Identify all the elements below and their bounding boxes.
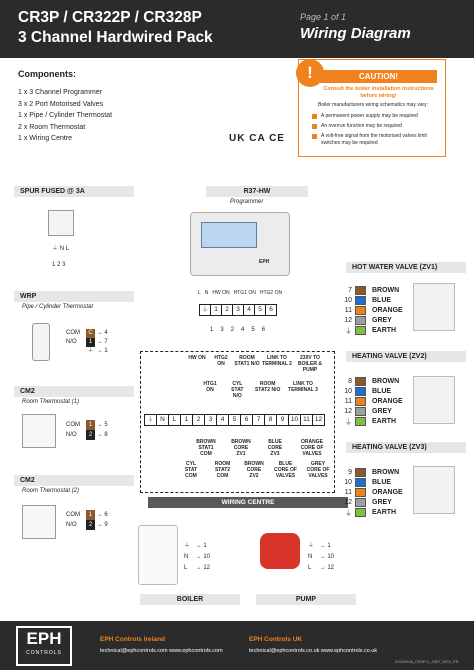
wiring-centre-label: WIRING CENTRE — [148, 497, 348, 508]
zv3-wire: ⏚ EARTH — [345, 509, 397, 517]
component-item: 3 x 2 Port Motorised Valves — [18, 100, 104, 108]
caution-list — [312, 113, 442, 150]
spur-terminals: ⏚ N L — [52, 246, 70, 252]
color-swatch — [355, 417, 366, 426]
cm2b-wiring: COM 1 → 6 N/O 2 → 9 — [66, 512, 108, 528]
zv2-title: HEATING VALVE (ZV2) — [346, 351, 466, 362]
hw-wire: ⏚ EARTH — [345, 327, 397, 335]
centre-labels-bottom2: CYL STAT COM ROOM STAT2 COM BROWN CORE ZV2 BLUE CORE OF VALVES GREY CORE OF VALVES — [184, 461, 330, 479]
spur-label: SPUR FUSED @ 3A — [14, 186, 134, 197]
zv3-wire: 12 GREY — [344, 499, 392, 506]
color-swatch — [355, 468, 366, 477]
zv2-valve-image — [413, 376, 455, 424]
boiler-wiring: ⏚ → 1 N → 10 L → 12 — [184, 543, 211, 571]
warning-icon: ! — [296, 59, 324, 87]
caution-note: Boiler manufacturers wiring schematics may vary: — [318, 102, 429, 108]
cm2a-title: CM2 — [14, 386, 134, 397]
hw-wire: 10 BLUE — [344, 297, 392, 304]
component-item: 1 x Wiring Centre — [18, 135, 73, 142]
zv2-wire: ⏚ EARTH — [345, 418, 397, 426]
programmer-terminal-strip: ⏚ 1 2 3 4 5 6 — [199, 304, 277, 316]
components-list — [18, 87, 112, 145]
programmer-numbers: 1 3 2 4 5 6 — [210, 327, 266, 333]
programmer-image — [190, 212, 290, 276]
footer-uk-title: EPH Controls UK — [249, 636, 303, 643]
boiler-image — [138, 525, 178, 585]
boiler-label: BOILER — [140, 594, 240, 605]
caution-title: CAUTION! — [320, 70, 437, 83]
zv3-wire: 11 ORANGE — [344, 489, 403, 496]
wrp-wiring: COM C → 4 N/O 1 → 7 ⏚ → 1 — [66, 330, 108, 354]
centre-labels-mid: HTG1 ON CYL STAT N/O ROOM STAT2 N/O LINK TO TERMINAL 3 — [203, 381, 318, 399]
color-swatch — [355, 387, 366, 396]
cylinder-thermostat-image — [32, 323, 50, 361]
spur-switch-image — [48, 210, 74, 236]
zv3-title: HEATING VALVE (ZV3) — [346, 442, 466, 453]
component-item: 1 x 3 Channel Programmer — [18, 89, 103, 96]
footer-doc-code: 20220916_CR3P-2_2007_W22_PR — [395, 659, 459, 664]
zv3-valve-image — [413, 466, 455, 514]
hw-wire: 7 BROWN — [348, 287, 400, 294]
cm2a-subtitle: Room Thermostat (1) — [22, 399, 80, 405]
programmer-label: Programmer — [230, 199, 264, 205]
page-title: CR3P / CR322P / CR328P 3 Channel Hardwired Pack — [18, 9, 213, 46]
caution-item: A permanent power supply may be required — [312, 113, 442, 120]
footer-ie-contact: technical@ephcontrols.com www.ephcontrols.com — [100, 648, 223, 654]
color-swatch — [355, 316, 366, 325]
eph-logo: EPH CONTROLS — [16, 626, 72, 666]
caution-item: An overrun function may be required — [312, 123, 442, 130]
zv3-wire: 9 BROWN — [348, 469, 400, 476]
footer-ie-title: EPH Controls Ireland — [100, 636, 166, 643]
page-number: Page 1 of 1 — [300, 12, 347, 22]
centre-labels-bottom1: BROWN STAT1 COM BROWN CORE ZV1 BLUE CORE ZV3 ORANGE CORE OF VALVES — [196, 439, 324, 457]
components-heading: Components: — [18, 69, 76, 79]
cm2b-title: CM2 — [14, 475, 134, 486]
color-swatch — [355, 296, 366, 305]
color-swatch — [355, 326, 366, 335]
zv2-wire: 11 ORANGE — [344, 398, 403, 405]
pump-image — [260, 533, 300, 569]
hw-valve-title: HOT WATER VALVE (ZV1) — [346, 262, 466, 273]
cm2b-subtitle: Room Thermostat (2) — [22, 488, 80, 494]
centre-terminal-strip: ⏚ N L 1 2 3 4 5 6 7 8 9 10 11 12 — [144, 414, 325, 426]
color-swatch — [355, 498, 366, 507]
room-thermostat-2-image — [22, 505, 56, 539]
zv2-wire: 12 GREY — [344, 408, 392, 415]
zv3-wire: 10 BLUE — [344, 479, 392, 486]
component-item: 1 x Pipe / Cylinder Thermostat — [18, 112, 113, 119]
document-type: Wiring Diagram — [300, 25, 411, 42]
centre-labels-top: HW ON HTG2 ON ROOM STAT1 N/O LINK TO TERMINAL 2 230V TO BOILER & PUMP — [188, 355, 322, 373]
wrp-title: WRP — [14, 291, 134, 302]
hw-wire: 12 GREY — [344, 317, 392, 324]
color-swatch — [355, 286, 366, 295]
caution-item: A volt-free signal from the motorised valves limit switches may be required — [312, 133, 442, 147]
room-thermostat-1-image — [22, 414, 56, 448]
zv2-wire: 8 BROWN — [348, 378, 400, 385]
color-swatch — [355, 407, 366, 416]
pump-wiring: ⏚ → 1 N → 10 L → 12 — [308, 543, 335, 571]
color-swatch — [355, 306, 366, 315]
component-item: 2 x Room Thermostat — [18, 123, 86, 131]
certification-marks: UK CA CE — [229, 133, 285, 144]
wrp-subtitle: Pipe / Cylinder Thermostat — [22, 304, 94, 310]
hw-wire: 11 ORANGE — [344, 307, 403, 314]
cm2a-wiring: COM 1 → 5 N/O 2 → 8 — [66, 422, 108, 438]
footer-uk-contact: technical@ephcontrols.co.uk www.ephcontrols.co.uk — [249, 648, 378, 654]
color-swatch — [355, 478, 366, 487]
zv2-wire: 10 BLUE — [344, 388, 392, 395]
spur-numbers: 1 2 3 — [52, 262, 66, 268]
programmer-top-labels: L N HW ON HTG1 ON HTG2 ON — [198, 290, 283, 296]
hw-valve-image — [413, 283, 455, 331]
color-swatch — [355, 508, 366, 517]
color-swatch — [355, 377, 366, 386]
pump-label: PUMP — [256, 594, 356, 605]
programmer-model: R37-HW — [206, 186, 308, 197]
color-swatch — [355, 397, 366, 406]
programmer-brand: EPH — [259, 259, 270, 265]
color-swatch — [355, 488, 366, 497]
caution-subtitle: Consult the boiler installation instructions before wiring! — [323, 86, 434, 99]
